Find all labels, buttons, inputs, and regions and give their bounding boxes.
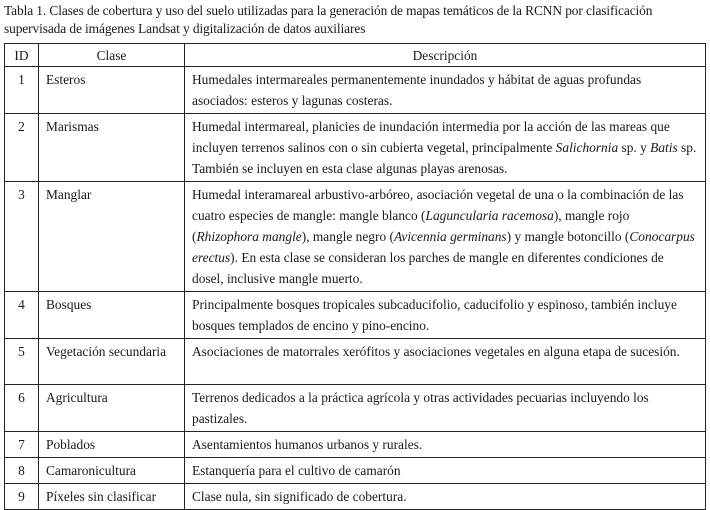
table-row [5,339,706,385]
row-id: 3 [5,182,39,292]
row-id: 6 [5,385,39,432]
row-clase: Esteros [39,67,185,114]
row-id: 5 [5,339,39,385]
row-clase: Manglar [39,182,185,292]
row-desc: Humedales intermareales permanentemente inundados y hábitat de aguas profundas asociados: esteros y lagunas costeras. [185,67,706,114]
row-clase: Píxeles sin clasificar [39,484,185,510]
row-id: 1 [5,67,39,114]
row-desc: Principalmente bosques tropicales subcaducifolio, caducifolio y espinoso, también incluye bosques templados de encino y pino-encino. [185,292,706,339]
table-header-row [5,44,706,67]
row-clase: Camaronicultura [39,458,185,484]
header-id: ID [5,44,39,67]
header-descripcion: Descripción [185,44,706,67]
table-row [5,292,706,339]
table-row [5,67,706,114]
row-clase: Agricultura [39,385,185,432]
row-desc: Asociaciones de matorrales xerófitos y asociaciones vegetales en alguna etapa de sucesión. [185,339,706,385]
table-row [5,458,706,484]
row-id: 8 [5,458,39,484]
land-cover-classes-table [4,43,706,510]
row-desc: Clase nula, sin significado de cobertura. [185,484,706,510]
table-caption: Tabla 1. Clases de cobertura y uso del suelo utilizadas para la generación de mapas temáticos de la RCNN por clasificación supervisada de imágenes Landsat y digitalización de datos auxiliares [4,3,653,36]
row-desc: Humedal interamareal arbustivo-arbóreo, asociación vegetal de una o la combinación de las cuatro especies de mangle: mangle blanco (Laguncularia racemosa), mangle rojo (Rhizophora mangle), mangle negro (Avicennia germinans) y mangle botoncillo (Conocarpus erectus). En esta clase se consideran los parches de mangle en diferentes condiciones de dosel, inclusive mangle muerto. [185,182,706,292]
row-desc: Humedal intermareal, planicies de inundación intermedia por la acción de las mareas que incluyen terrenos salinos con o sin cubierta vegetal, principalmente Salichornia sp. y Batis sp. También se incluyen en esta clase algunas playas arenosas. [185,114,706,182]
table-row [5,114,706,182]
row-id: 4 [5,292,39,339]
header-clase: Clase [39,44,185,67]
row-id: 2 [5,114,39,182]
row-clase: Vegetación secundaria [39,339,185,385]
row-clase: Bosques [39,292,185,339]
table-row [5,385,706,432]
row-id: 7 [5,432,39,458]
row-desc: Asentamientos humanos urbanos y rurales. [185,432,706,458]
row-desc: Estanquería para el cultivo de camarón [185,458,706,484]
table-row [5,484,706,510]
row-desc: Terrenos dedicados a la práctica agrícola y otras actividades pecuarias incluyendo los pastizales. [185,385,706,432]
table-row [5,182,706,292]
row-clase: Poblados [39,432,185,458]
table-row [5,432,706,458]
row-id: 9 [5,484,39,510]
row-clase: Marismas [39,114,185,182]
